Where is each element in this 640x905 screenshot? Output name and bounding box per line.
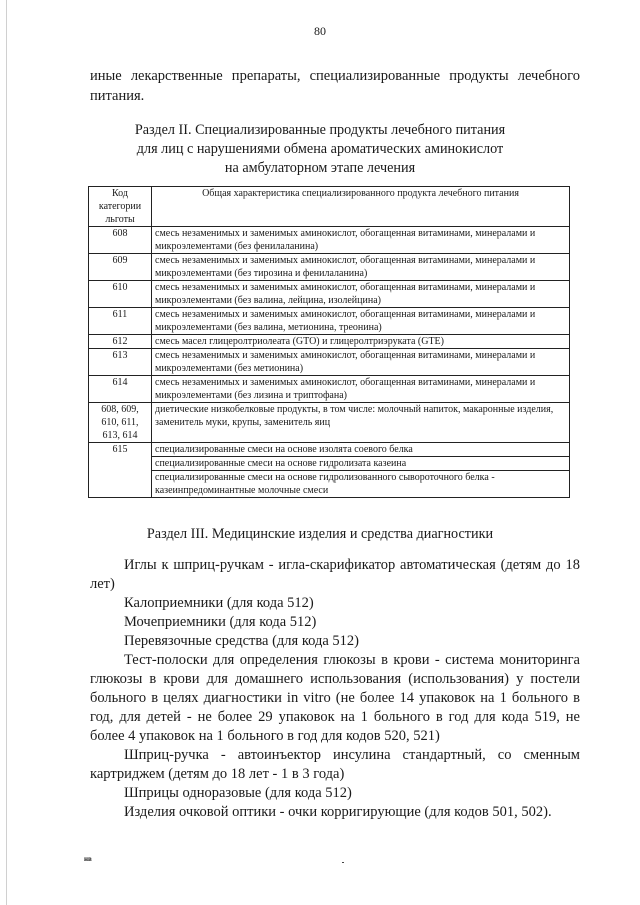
table-row: [89, 308, 570, 335]
cell-description: смесь незаменимых и заменимых аминокислот, обогащенная витаминами, минералами и микроэлементами (без тирозина и фенилаланина): [152, 254, 570, 281]
list-item: Перевязочные средства (для кода 512): [124, 633, 359, 649]
cell-code: 608: [89, 227, 152, 254]
cell-code: 608, 609, 610, 611, 613, 614: [89, 403, 152, 443]
cell-description: специализированные смеси на основе гидролизованного сывороточного белка - казеинпредоминантные молочные смеси: [152, 471, 570, 498]
section2-title-line: для лиц с нарушениями обмена ароматических аминокислот: [136, 141, 504, 157]
list-item: Шприц-ручка - автоинъектор инсулина стандартный, со сменным картриджем (детям до 18 лет - 1 в 3 года): [90, 747, 580, 782]
cell-description: смесь незаменимых и заменимых аминокислот, обогащенная витаминами, минералами и микроэлементами (без валина, лейцина, изолейцина): [152, 281, 570, 308]
cell-description: смесь незаменимых и заменимых аминокислот, обогащенная витаминами, минералами и микроэлементами (без лизина и триптофана): [152, 376, 570, 403]
cell-description: смесь масел глицеролтриолеата (GTO) и глицеролтриэруката (GTE): [152, 335, 570, 349]
products-table: [88, 186, 570, 498]
table-row: [89, 457, 570, 471]
list-item: Шприцы одноразовые (для кода 512): [124, 785, 352, 801]
table-row: [89, 443, 570, 457]
list-item: Иглы к шприц-ручкам - игла-скарификатор автоматическая (детям до 18 лет): [90, 557, 580, 592]
table-row: [89, 254, 570, 281]
table-row: [89, 227, 570, 254]
table-row: [89, 281, 570, 308]
cell-description: специализированные смеси на основе гидролизата казеина: [152, 457, 570, 471]
scan-edge-line: [6, 0, 7, 905]
cell-code: 610: [89, 281, 152, 308]
section3-list: [90, 556, 580, 822]
header-code: Код категории льготы: [89, 187, 152, 227]
footer-marker: нв: [84, 855, 92, 863]
cell-code: 609: [89, 254, 152, 281]
table-row: [89, 335, 570, 349]
cell-description: диетические низкобелковые продукты, в том числе: молочный напиток, макаронные изделия, заменитель муки, крупы, заменитель яиц: [152, 403, 570, 443]
cell-code: 611: [89, 308, 152, 335]
table-row: [89, 349, 570, 376]
list-item: Мочеприемники (для кода 512): [124, 614, 317, 630]
cell-description: смесь незаменимых и заменимых аминокислот, обогащенная витаминами, минералами и микроэлементами (без метионина): [152, 349, 570, 376]
section2-title: [110, 121, 530, 178]
table-header-row: [89, 187, 570, 227]
cell-code: 615: [89, 443, 152, 498]
page-number: 80: [314, 24, 326, 38]
cell-code: 612: [89, 335, 152, 349]
list-item: Изделия очковой оптики - очки корригирующие (для кодов 501, 502).: [124, 804, 552, 820]
list-item: Калоприемники (для кода 512): [124, 595, 314, 611]
table-row: [89, 403, 570, 443]
section3-title: Раздел III. Медицинские изделия и средства диагностики: [146, 526, 494, 542]
table-row: [89, 471, 570, 498]
intro-paragraph: иные лекарственные препараты, специализированные продукты лечебного питания.: [90, 68, 580, 104]
cell-description: специализированные смеси на основе изолята соевого белка: [152, 443, 570, 457]
section2-title-line: на амбулаторном этапе лечения: [224, 160, 416, 176]
cell-description: смесь незаменимых и заменимых аминокислот, обогащенная витаминами, минералами и микроэлементами (без фенилаланина): [152, 227, 570, 254]
cell-code: 614: [89, 376, 152, 403]
list-item: Тест-полоски для определения глюкозы в крови - система мониторинга глюкозы в крови для домашнего использования (использования) у постели больного в целях диагностики in vitro (не более 14 упаковок на 1 больного в год, для детей - не более 29 упаковок на 1 больного в год для кода 519, не более 4 упаковок на 1 больного в год для кодов 520, 521): [90, 652, 580, 744]
cell-code: 613: [89, 349, 152, 376]
header-description: Общая характеристика специализированного продукта лечебного питания: [152, 187, 570, 227]
table-row: [89, 376, 570, 403]
cell-description: смесь незаменимых и заменимых аминокислот, обогащенная витаминами, минералами и микроэлементами (без валина, метионина, треонина): [152, 308, 570, 335]
section2-title-line: Раздел II. Специализированные продукты лечебного питания: [134, 122, 506, 138]
scan-dot: [342, 862, 344, 863]
